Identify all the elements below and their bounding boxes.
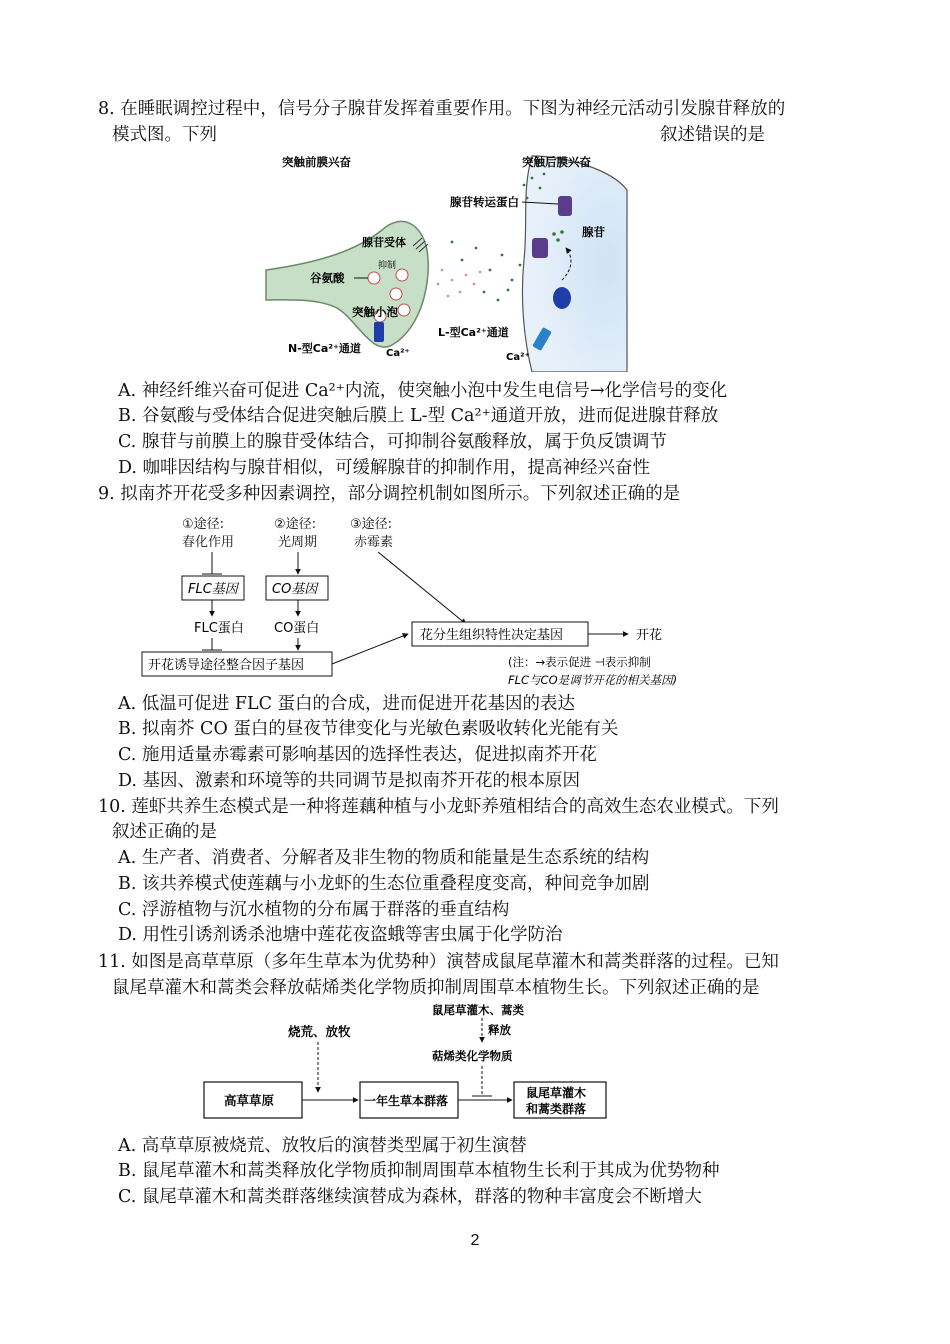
q8-stem-line1: 8. 在睡眠调控过程中，信号分子腺苷发挥着重要作用。下图为神经元活动引发腺苷释放的 [98,99,786,119]
q8-option-c: C. 腺苷与前膜上的腺苷受体结合，可抑制谷氨酸释放，属于负反馈调节 [118,432,667,452]
q10-option-d: D. 用性引诱剂诱杀池塘中莲花夜盗蛾等害虫属于化学防治 [118,925,563,945]
q8-stem-line2a: 模式图。下列 [112,125,217,145]
q11-option-c: C. 鼠尾草灌木和蒿类群落继续演替成为森林，群落的物种丰富度会不断增大 [118,1187,702,1207]
q8-n-channel: N-型Ca²⁺通道 [288,342,361,355]
q8-option-d: D. 咖啡因结构与腺苷相似，可缓解腺苷的抑制作用，提高神经兴奋性 [118,458,651,478]
q9-note1: (注：→表示促进 ⊣表示抑制 [508,655,651,669]
q8-glutamate: 谷氨酸 [310,271,345,285]
q11-box3-a: 鼠尾草灌木 [526,1086,587,1100]
q9-flc-protein: FLC蛋白 [194,621,244,636]
q9-option-d: D. 基因、激素和环境等的共同调节是拟南芥开花的根本原因 [118,771,581,791]
q9-option-c: C. 施用适量赤霉素可影响基因的选择性表达，促进拟南芥开花 [118,745,597,765]
q11-stem-line2: 鼠尾草灌木和蒿类会释放萜烯类化学物质抑制周围草本植物生长。下列叙述正确的是 [112,978,760,998]
q8-option-a: A. 神经纤维兴奋可促进 Ca²⁺内流，使突触小泡中发生电信号→化学信号的变化 [118,381,728,401]
q11-box2: 一年生草本群落 [364,1094,449,1108]
q9-path1-a: ①途径: [182,517,225,532]
q8-pre-label: 突触前膜兴奋 [282,155,351,169]
q11-box3-b: 和蒿类群落 [526,1102,587,1116]
q9-path2-a: ②途径: [274,517,317,532]
q10-stem-line2: 叙述正确的是 [112,822,217,842]
q8-receptor: 腺苷受体 [362,236,406,249]
q10-option-c: C. 浮游植物与沉水植物的分布属于群落的垂直结构 [118,900,510,920]
q9-co-protein: CO蛋白 [274,621,320,636]
q8-ca-right: Ca²⁺ [506,352,530,363]
q9-flc-gene: FLC基因 [188,582,238,597]
q8-l-channel: L-型Ca²⁺通道 [438,326,509,339]
q11-release: 释放 [488,1023,511,1037]
q11-burn: 烧荒、放牧 [288,1024,351,1039]
q8-stem-line2b: 叙述错误的是 [660,125,765,145]
q9-integrator: 开花诱导途径整合因子基因 [148,658,305,673]
q9-option-b: B. 拟南芥 CO 蛋白的昼夜节律变化与光敏色素吸收转化光能有关 [118,719,619,739]
q11-terpene: 萜烯类化学物质 [432,1049,513,1063]
q9-path2-b: 光周期 [278,535,318,550]
q11-shrub-top: 鼠尾草灌木、蒿类 [432,1003,524,1017]
q9-note2: FLC与CO是调节开花的相关基因) [508,673,678,687]
q9-path3-b: 赤霉素 [354,535,394,550]
q9-option-a: A. 低温可促进 FLC 蛋白的合成，进而促进开花基因的表达 [118,694,576,714]
q9-path1-b: 春化作用 [182,535,235,550]
q9-path3-a: ③途径: [350,517,393,532]
q10-stem-line1: 10. 莲虾共养生态模式是一种将莲藕种植与小龙虾养殖相结合的高效生态农业模式。下列 [98,797,779,817]
page-number: 2 [470,1232,480,1249]
q9-flowering: 开花 [636,628,663,643]
q11-option-a: A. 高草草原被烧荒、放牧后的演替类型属于初生演替 [118,1136,527,1156]
q8-vesicle: 突触小泡 [352,305,398,319]
q9-co-gene: CO基因 [272,582,318,597]
q10-option-a: A. 生产者、消费者、分解者及非生物的物质和能量是生态系统的结构 [118,848,650,868]
q9-flowering-diagram [136,512,736,690]
q8-synapse-figure [262,150,632,372]
q9-meristem: 花分生组织特性决定基因 [420,628,564,643]
q8-inhibit: 抑制 [378,261,397,271]
q10-option-b: B. 该共养模式使莲藕与小龙虾的生态位重叠程度变高，种间竞争加剧 [118,874,650,894]
q11-box1: 高草草原 [224,1093,275,1108]
q11-stem-line1: 11. 如图是高草草原（多年生草本为优势种）演替成鼠尾草灌木和蒿类群落的过程。已知 [98,952,779,972]
q8-transporter: 腺苷转运蛋白 [450,195,519,209]
q9-stem: 9. 拟南芥开花受多种因素调控，部分调控机制如图所示。下列叙述正确的是 [98,484,681,504]
q11-option-b: B. 鼠尾草灌木和蒿类释放化学物质抑制周围草本植物生长利于其成为优势物种 [118,1161,720,1181]
q8-adenosine: 腺苷 [582,225,605,239]
q8-ca-left: Ca²⁺ [386,348,410,359]
q8-option-b: B. 谷氨酸与受体结合促进突触后膜上 L-型 Ca²⁺通道开放，进而促进腺苷释放 [118,406,719,426]
q11-succession-diagram [200,1000,620,1126]
q8-post-label: 突触后膜兴奋 [522,155,591,169]
